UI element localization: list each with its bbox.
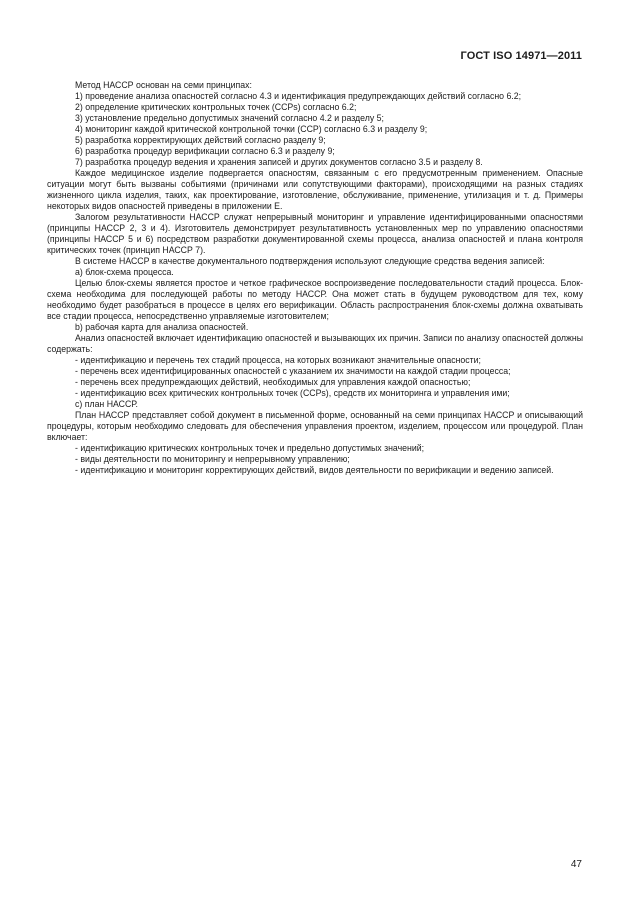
document-code: ГОСТ ISO 14971—2011 — [460, 50, 582, 62]
list-item: - идентификацию критических контрольных точек и предельно допустимых значений; — [75, 443, 425, 453]
body-text — [47, 80, 583, 476]
record-item: b) рабочая карта для анализа опасностей. — [75, 322, 249, 332]
list-item: - идентификацию и мониторинг корректирующих действий, видов деятельности по верификации и ведению записей. — [75, 465, 554, 475]
record-item: a) блок-схема процесса. — [75, 267, 174, 277]
paragraph: Анализ опасностей включает идентификацию опасностей и вызывающих их причин. Записи по анализу опасностей должны содержать: — [47, 333, 583, 354]
principle-item: 6) разработка процедур верификации согласно 6.3 и разделу 9; — [75, 146, 335, 156]
principle-item: 1) проведение анализа опасностей согласно 4.3 и идентификация предупреждающих действий согласно 6.2; — [75, 91, 522, 101]
principle-item: 5) разработка корректирующих действий согласно разделу 9; — [75, 135, 326, 145]
principle-item: 4) мониторинг каждой критической контрольной точки (ССР) согласно 6.3 и разделу 9; — [75, 124, 428, 134]
paragraph: Залогом результативности НАССР служат непрерывный мониторинг и управление идентифицированными опасностями (принципы НАССР 2, 3 и 4). Изготовитель демонстрирует результативность установленных мер по управлению опасностями (принципы НАССР 5 и 6) посредством разработки документированной схемы процесса, анализа опасностей и плана контроля критических точек (принцип НАССР 7). — [47, 212, 583, 255]
paragraph: Метод НАССР основан на семи принципах: — [75, 80, 252, 90]
paragraph: Целью блок-схемы является простое и четкое графическое воспроизведение последовательности стадий процесса. Блок-схема необходима для последующей работы по методу НАССР. Она может стать в будущем руководством для тех, кому необходимо будет разобраться в процессе в целях его верификации. Область распространения блок-схемы должна охватывать все стадии процесса, непосредственно управляемые изготовителем; — [47, 278, 583, 321]
principle-item: 2) определение критических контрольных точек (ССРs) согласно 6.2; — [75, 102, 357, 112]
principle-item: 7) разработка процедур ведения и хранения записей и других документов согласно 3.5 и разделу 8. — [75, 157, 483, 167]
list-item: - идентификацию и перечень тех стадий процесса, на которых возникают значительные опасности; — [75, 355, 481, 365]
page-number: 47 — [570, 859, 582, 870]
principle-item: 3) установление предельно допустимых значений согласно 4.2 и разделу 5; — [75, 113, 384, 123]
paragraph: План НАССР представляет собой документ в письменной форме, основанный на семи принципах НАССР и описывающий процедуры, которым необходимо следовать для обеспечения управления проектом, изделием, процессом или процедурой. План включает: — [47, 410, 583, 442]
list-item: - перечень всех идентифицированных опасностей с указанием их значимости на каждой стадии процесса; — [75, 366, 511, 376]
record-item: c) план НАССР. — [75, 399, 138, 409]
list-item: - виды деятельности по мониторингу и непрерывному управлению; — [75, 454, 350, 464]
list-item: - идентификацию всех критических контрольных точек (ССРs), средств их мониторинга и управления ими; — [75, 388, 510, 398]
paragraph: В системе НАССР в качестве документального подтверждения используют следующие средства ведения записей: — [75, 256, 545, 266]
paragraph: Каждое медицинское изделие подвергается опасностям, связанным с его предусмотренным применением. Опасные ситуации могут быть вызваны событиями (причинами или сопутствующими факторами), происходящими на разных стадиях жизненного цикла изделия, таких, как проектирование, изготовление, обслуживание, применение, утилизация и т. д. Примеры некоторых видов опасностей приведены в приложении Е. — [47, 168, 583, 211]
list-item: - перечень всех предупреждающих действий, необходимых для управления каждой опасностью; — [75, 377, 471, 387]
